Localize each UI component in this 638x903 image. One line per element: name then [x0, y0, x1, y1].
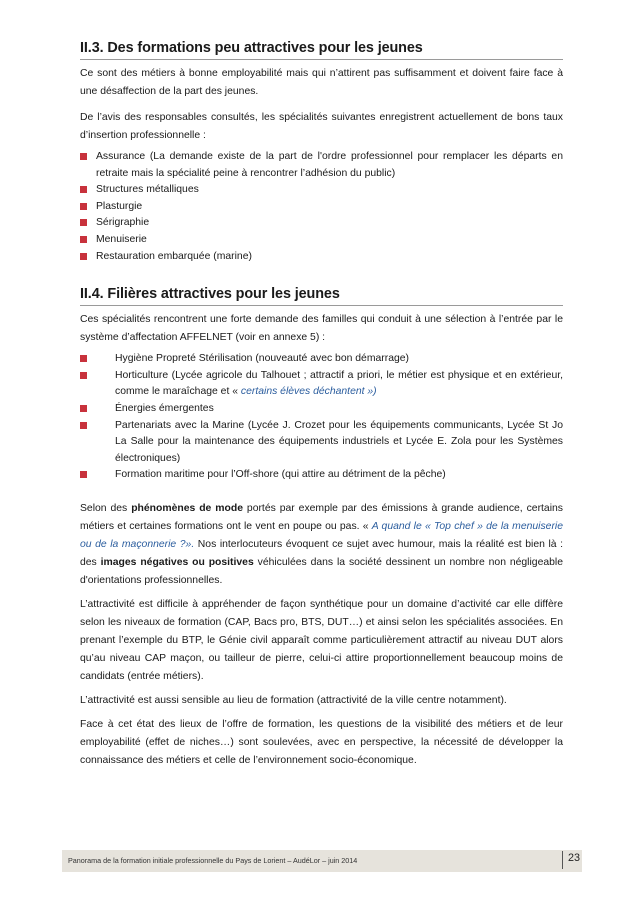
page-number: 23	[568, 852, 581, 864]
quote-emphasis: A quand le « Top chef » de la menuiserie ou de la maçonnerie ?».	[80, 520, 564, 550]
paragraph: De l’avis des responsables consultés, les spécialités suivantes enregistrent actuellement de bons taux d’insertion professionnelle :	[80, 112, 563, 141]
list-item: Restauration embarquée (marine)	[80, 249, 563, 266]
list-item: Structures métalliques	[80, 182, 563, 199]
footer-text: Panorama de la formation initiale professionnelle du Pays de Lorient – AudéLor – juin 2014	[68, 856, 358, 865]
bullet-square-icon	[80, 471, 87, 478]
bullet-square-icon	[80, 372, 87, 379]
bold-phrase: phénomènes de mode	[131, 502, 243, 514]
page-footer	[62, 850, 582, 872]
bullet-square-icon	[80, 186, 87, 193]
page-content	[80, 40, 563, 770]
bullet-list-specialites	[80, 149, 563, 265]
bullet-square-icon	[80, 236, 87, 243]
bold-phrase: images négatives ou positives	[100, 556, 254, 568]
bullet-square-icon	[80, 203, 87, 210]
quote-emphasis: certains élèves déchantent »)	[240, 386, 377, 398]
list-item: Partenariats avec la Marine (Lycée J. Crozet pour les équipements communicants, Lycée St Jo La Salle pour la maintenance des équipements industriels et Lycée E. Zola pour les Systèmes électroniques)	[80, 418, 563, 468]
paragraph: L’attractivité est difficile à appréhender de façon synthétique pour un domaine d’activité car elle diffère selon les niveaux de formation (CAP, Bacs pro, BTS, DUT…) et ainsi selon les spécialités associées. En prenant l’exemple du BTP, le Génie civil apparaît comme particulièrement attractif au niveau DUT alors qu’au niveau CAP maçon, ou tailleur de pierre, celui-ci attire proportionnellement beaucoup moins de candidats (entrée métiers).	[80, 598, 563, 682]
list-item: Formation maritime pour l’Off-shore (qui attire au détriment de la pêche)	[80, 467, 563, 484]
list-item: Plasturgie	[80, 199, 563, 216]
paragraph: Ce sont des métiers à bonne employabilité mais qui n’attirent pas suffisamment et doivent faire face à une désaffection de la part des jeunes.	[80, 68, 563, 97]
list-item: Horticulture (Lycée agricole du Talhouet ; attractif a priori, le métier est physique et en extérieur, comme le maraîchage et « certains élèves déchantent »)	[80, 368, 563, 401]
paragraph: Face à cet état des lieux de l’offre de formation, les questions de la visibilité des métiers et de leur employabilité (effet de niches…) sont soulevées, avec en perspective, la nécessité de développer la connaissance des métiers et celle de l’environnement socio-économique.	[80, 718, 563, 766]
paragraph: Ces spécialités rencontrent une forte demande des familles qui conduit à une sélection à l’entrée par le système d’affectation AFFELNET (voir en annexe 5) :	[80, 314, 563, 344]
bullet-square-icon	[80, 355, 87, 362]
paragraph: L’attractivité est aussi sensible au lieu de formation (attractivité de la ville centre notamment).	[80, 694, 507, 706]
list-item: Assurance (La demande existe de la part de l'ordre professionnel pour remplacer les départs en retraite mais la spécialité peine à rencontrer l’adhésion du public)	[80, 149, 563, 182]
bullet-list-filieres	[80, 351, 563, 484]
list-item: Énergies émergentes	[80, 401, 563, 418]
list-item: Hygiène Propreté Stérilisation (nouveauté avec bon démarrage)	[80, 351, 563, 368]
list-item: Sérigraphie	[80, 215, 563, 232]
paragraph: Selon des phénomènes de mode portés par exemple par des émissions à grande audience, certains métiers et certaines formations ont le vent en poupe ou pas. « A quand le « Top chef » de la menuiserie ou de la maçonnerie ?». Nos interlocuteurs évoquent ce sujet avec humour, mais la réalité est bien là : des images négatives ou positives véhiculées dans la société dessinent un nombre non négligeable d'orientations professionnelles.	[80, 502, 564, 586]
list-item: Menuiserie	[80, 232, 563, 249]
bullet-square-icon	[80, 153, 87, 160]
bullet-square-icon	[80, 405, 87, 412]
footer-divider	[562, 851, 563, 869]
bullet-square-icon	[80, 422, 87, 429]
bullet-square-icon	[80, 253, 87, 260]
section-title-ii3: II.3. Des formations peu attractives pour les jeunes	[80, 40, 563, 60]
section-title-ii4: II.4. Filières attractives pour les jeunes	[80, 286, 563, 306]
bullet-square-icon	[80, 219, 87, 226]
